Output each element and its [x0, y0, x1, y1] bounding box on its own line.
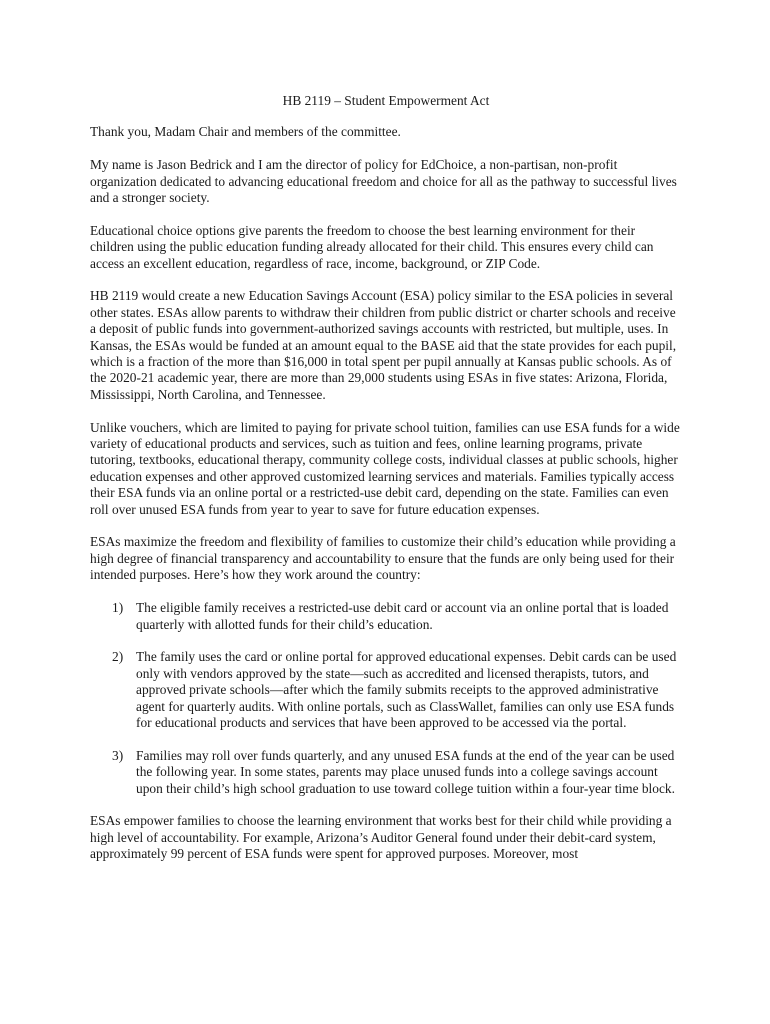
list-item-number: 2) — [112, 649, 124, 665]
list-item-text: The eligible family receives a restricted-use debit card or account via an online portal that is loaded quarterly with allotted funds for their child’s education. — [136, 600, 669, 632]
esa-flexibility-paragraph: ESAs maximize the freedom and flexibility of families to customize their child’s education while providing a high degree of financial transparency and accountability to ensure that the funds are only being used for their intended purposes. Here’s how they work around the country: — [90, 534, 676, 583]
how-esas-work-list — [90, 600, 682, 797]
introduction-paragraph: My name is Jason Bedrick and I am the director of policy for EdChoice, a non-partisan, non-profit organization dedicated to advancing educational freedom and choice for all as the pathway to successful lives and a stronger society. — [90, 157, 677, 206]
document-title: HB 2119 – Student Empowerment Act — [282, 93, 490, 108]
vouchers-comparison-paragraph: Unlike vouchers, which are limited to paying for private school tuition, families can use ESA funds for a wide variety of educational products and services, such as tuition and fees, online learning programs, private tutoring, textbooks, educational therapy, community college costs, individual classes at public schools, higher education expenses and other approved customized learning services and materials. Families typically access their ESA funds via an online portal or a restricted-use debit card, depending on the state. Families can even roll over unused ESA funds from year to year to save for future education expenses. — [90, 419, 680, 517]
list-item — [90, 649, 682, 731]
list-item — [90, 600, 682, 633]
list-item — [90, 748, 682, 797]
educational-choice-paragraph: Educational choice options give parents the freedom to choose the best learning environment for their children using the public education funding already allocated for their child. This ensures every child can access an excellent education, regardless of race, income, background, or ZIP Code. — [90, 222, 654, 271]
document-body — [90, 93, 682, 879]
list-item-text: Families may roll over funds quarterly, and any unused ESA funds at the end of the year can be used the following year. In some states, parents may place unused funds into a college savings account upon their child’s high school graduation to use toward college tuition within a four-year time block. — [136, 747, 675, 796]
accountability-paragraph: ESAs empower families to choose the learning environment that works best for their child while providing a high level of accountability. For example, Arizona’s Auditor General found under their debit-card system, approximately 99 percent of ESA funds were spent for approved purposes. Moreover, most — [90, 813, 672, 862]
list-item-number: 3) — [112, 747, 124, 763]
list-item-number: 1) — [112, 600, 124, 616]
list-item-text: The family uses the card or online portal for approved educational expenses. Debit cards can be used only with vendors approved by the state—such as accredited and licensed therapists, tutors, and approved private schools—after which the family submits receipts to the approved administrative agent for quarterly audits. With online portals, such as ClassWallet, families can only use ESA funds for educational products and services that have been approved to be accessed via the portal. — [136, 649, 677, 730]
greeting-paragraph: Thank you, Madam Chair and members of the committee. — [90, 124, 401, 140]
hb2119-overview-paragraph: HB 2119 would create a new Education Savings Account (ESA) policy similar to the ESA policies in several other states. ESAs allow parents to withdraw their children from public district or charter schools and receive a deposit of public funds into government-authorized savings accounts with restricted, but multiple, uses. In Kansas, the ESAs would be funded at an amount equal to the BASE aid that the state provides for each pupil, which is a fraction of the more than $16,000 in total spent per pupil annually at Kansas public schools. As of the 2020-21 academic year, there are more than 29,000 students using ESAs in five states: Arizona, Florida, Mississippi, North Carolina, and Tennessee. — [90, 288, 677, 402]
